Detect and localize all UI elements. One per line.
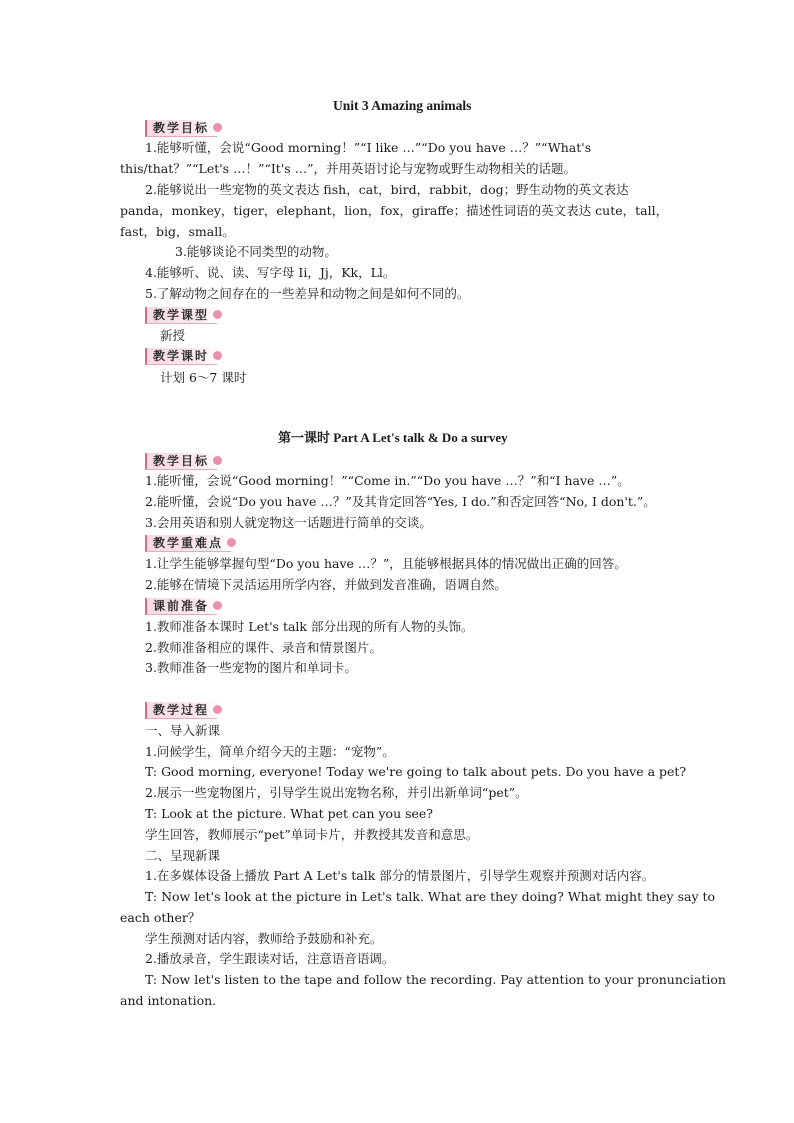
process-line: T: Now let's listen to the tape and follow the recording. Pay attention to your pronunciation: [145, 972, 726, 987]
unit-title: Unit 3 Amazing animals: [333, 98, 472, 113]
course-hours: 计划 6～7 课时: [160, 370, 247, 385]
section-badge-preparation: 课前准备: [145, 598, 217, 615]
section-badge-course-hours: 教学课时: [145, 348, 217, 365]
prep-line: 1.教师准备本课时 Let's talk 部分出现的所有人物的头饰。: [145, 619, 474, 634]
process-heading: 二、呈现新课: [145, 848, 221, 863]
process-line: and intonation.: [120, 993, 217, 1008]
process-line: 学生回答，教师展示“pet”单词卡片，并教授其发音和意思。: [145, 827, 479, 842]
unit-goal-line: panda，monkey，tiger，elephant，lion，fox，giraffe；描述性词语的英文表达 cute，tall，: [120, 203, 669, 218]
unit-goal-line: 5.了解动物之间存在的一些差异和动物之间是如何不同的。: [145, 286, 470, 301]
unit-goal-line: fast，big，small。: [120, 224, 235, 239]
unit-goal-line: 2.能够说出一些宠物的英文表达 fish，cat，bird，rabbit，dog；野生动物的英文表达: [145, 182, 629, 197]
key-point-line: 1.让学生能够掌握句型“Do you have …？”，且能够根据具体的情况做出正确的回答。: [145, 556, 627, 571]
process-line: T: Now let's look at the picture in Let's talk. What are they doing? What might they say to: [145, 889, 716, 904]
process-line: T: Look at the picture. What pet can you see?: [145, 806, 434, 821]
lesson-goal-line: 3.会用英语和别人就宠物这一话题进行简单的交谈。: [145, 515, 432, 530]
unit-goal-line: 4.能够听、说、读、写字母 Ii，Jj，Kk，Ll。: [145, 265, 396, 280]
process-line: 学生预测对话内容，教师给予鼓励和补充。: [145, 931, 383, 946]
process-heading: 一、导入新课: [145, 723, 221, 738]
lesson-goal-line: 2.能听懂，会说“Do you have …？”及其肯定回答“Yes, I do.”和否定回答“No, I don't.”。: [145, 494, 656, 509]
process-line: 2.播放录音，学生跟读对话，注意语音语调。: [145, 951, 395, 966]
section-badge-process: 教学过程: [145, 702, 217, 719]
unit-goal-line: 1.能够听懂，会说“Good morning！”“I like …”“Do you have …？”“What's: [145, 140, 592, 155]
section-badge-goals: 教学目标: [145, 120, 217, 137]
section-badge-course-type: 教学课型: [145, 307, 217, 324]
prep-line: 3.教师准备一些宠物的图片和单词卡。: [145, 660, 357, 675]
lesson-title: 第一课时 Part A Let's talk & Do a survey: [278, 430, 508, 445]
process-line: 2.展示一些宠物图片，引导学生说出宠物名称，并引出新单词“pet”。: [145, 785, 528, 800]
process-line: 1.在多媒体设备上播放 Part A Let's talk 部分的情景图片，引导学生观察并预测对话内容。: [145, 868, 655, 883]
lesson-goal-line: 1.能听懂，会说“Good morning！”“Come in.”“Do you have …？”和“I have …”。: [145, 473, 630, 488]
key-point-line: 2.能够在情境下灵活运用所学内容，并做到发音准确，语调自然。: [145, 577, 507, 592]
process-line: 1.问候学生，简单介绍今天的主题：“宠物”。: [145, 744, 395, 759]
process-line: each other？: [120, 910, 201, 925]
process-line: T: Good morning, everyone! Today we're going to talk about pets. Do you have a pet?: [145, 764, 687, 779]
prep-line: 2.教师准备相应的课件、录音和情景图片。: [145, 640, 382, 655]
unit-goal-line: 3.能够谈论不同类型的动物。: [175, 244, 337, 259]
unit-goal-line: this/that？”“Let's …！”“It's …”，并用英语讨论与宠物或野生动物相关的话题。: [120, 161, 577, 176]
section-badge-lesson-goals: 教学目标: [145, 453, 217, 470]
course-type: 新授: [160, 328, 186, 343]
section-badge-key-points: 教学重难点: [145, 535, 231, 552]
